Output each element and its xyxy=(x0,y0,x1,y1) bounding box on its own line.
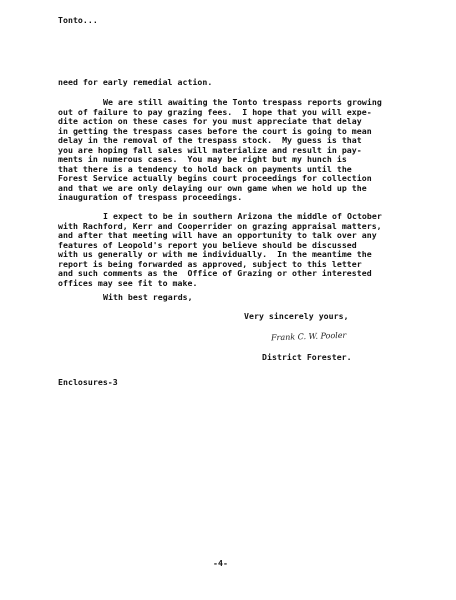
body-line: dite action on these cases for you must appreciate that delay xyxy=(58,116,362,126)
signer-title: District Forester. xyxy=(262,352,352,362)
body-line: need for early remedial action. xyxy=(58,77,213,87)
body-line: features of Leopold's report you believe should be discussed xyxy=(58,240,357,250)
body-line: you are hoping fall sales will materialize and result in pay- xyxy=(58,145,362,155)
salutation: With best regards, xyxy=(103,292,193,302)
body-line: inauguration of trespass proceedings. xyxy=(58,192,243,202)
body-line: and after that meeting will have an opportunity to talk over any xyxy=(58,230,377,240)
body-line: in getting the trespass cases before the court is going to mean xyxy=(58,126,372,136)
body-line: with us generally or with me individually. In the meantime the xyxy=(58,249,372,259)
body-line: delay in the removal of the trespass stock. My guess is that xyxy=(58,135,362,145)
body-line: report is being forwarded as approved, subject to this letter xyxy=(58,259,362,269)
signature: Frank C. W. Pooler xyxy=(270,330,347,343)
running-head: Tonto... xyxy=(58,15,98,25)
body-line: I expect to be in southern Arizona the middle of October xyxy=(103,211,382,221)
body-line: We are still awaiting the Tonto trespass reports growing xyxy=(103,97,382,107)
body-line: out of failure to pay grazing fees. I hope that you will expe- xyxy=(58,107,372,117)
complimentary-close: Very sincerely yours, xyxy=(244,311,349,321)
body-line: Forest Service actually begins court proceedings for collection xyxy=(58,173,372,183)
body-line: that there is a tendency to hold back on payments until the xyxy=(58,164,352,174)
page-number: -4- xyxy=(213,558,228,568)
body-line: with Rachford, Kerr and Cooperrider on grazing appraisal matters, xyxy=(58,221,382,231)
body-line: offices may see fit to make. xyxy=(58,278,198,288)
body-line: ments in numerous cases. You may be right but my hunch is xyxy=(58,154,347,164)
enclosures-note: Enclosures-3 xyxy=(58,377,118,387)
body-line: and that we are only delaying our own game when we hold up the xyxy=(58,183,367,193)
body-line: and such comments as the Office of Grazing or other interested xyxy=(58,268,372,278)
